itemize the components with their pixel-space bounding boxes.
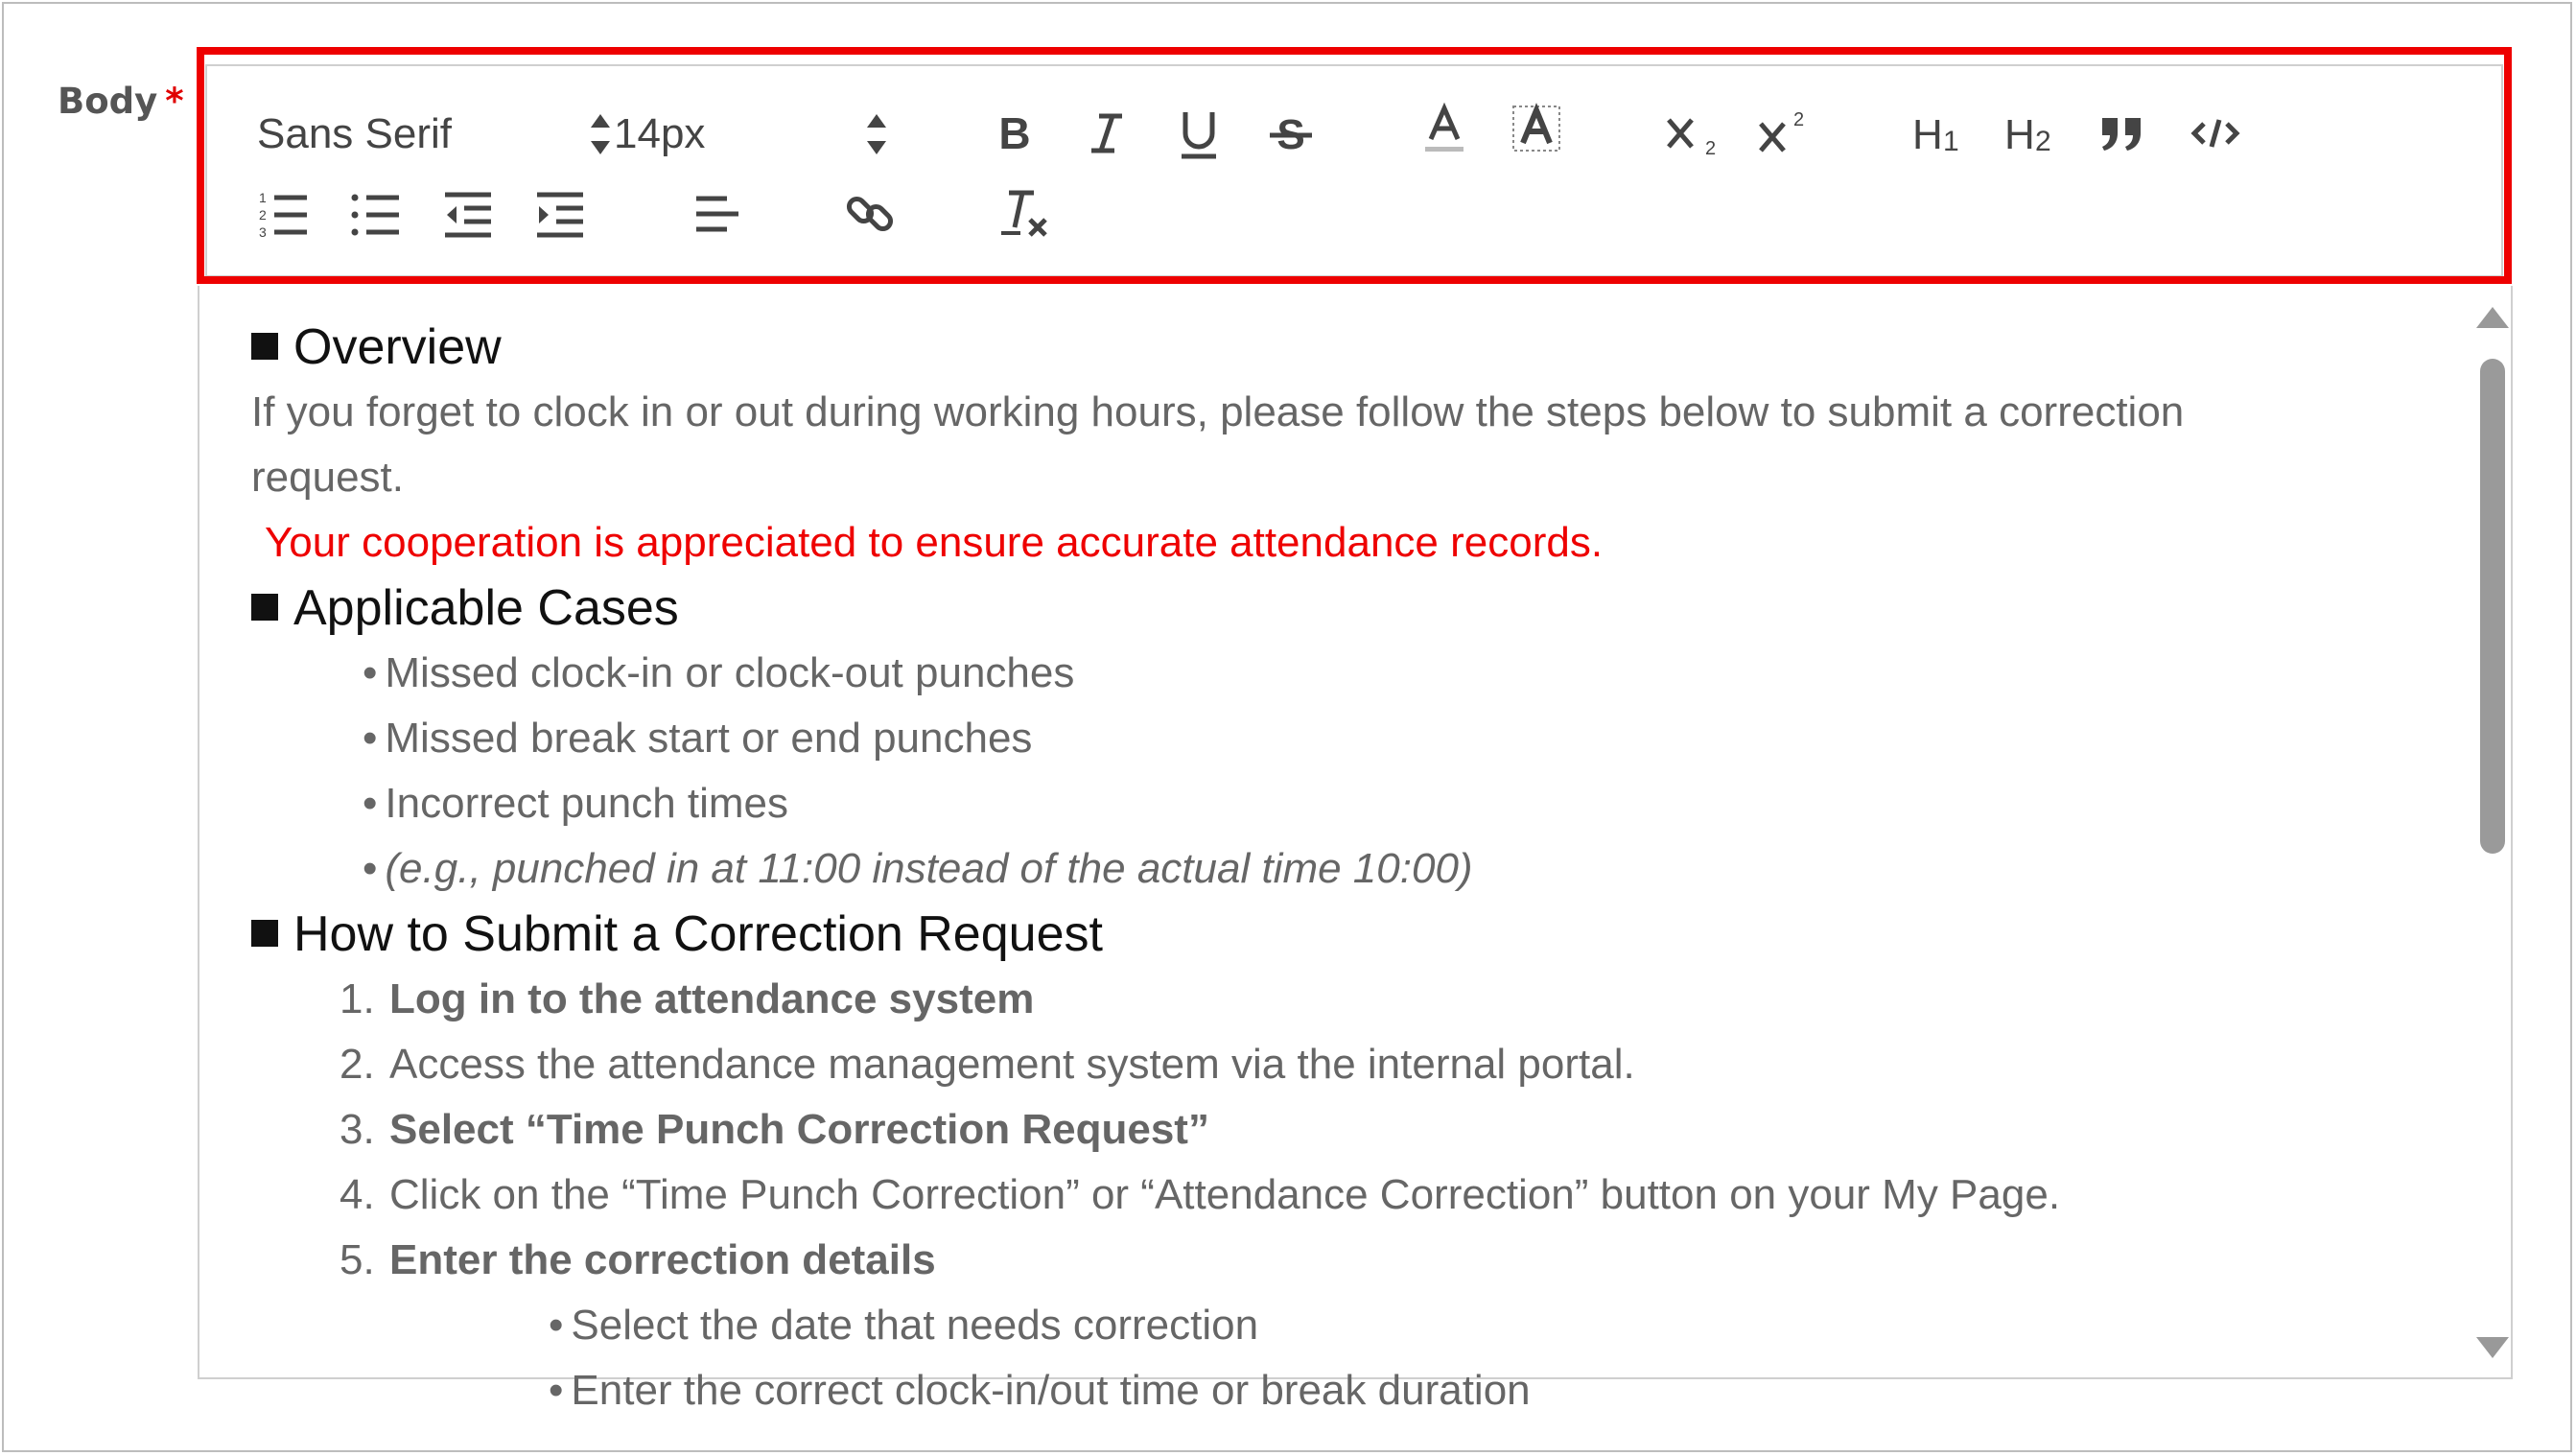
- heading-applicable-cases: Applicable Cases: [251, 575, 2457, 641]
- svg-text:1: 1: [1943, 126, 1959, 157]
- overview-paragraph-line2: request.: [251, 454, 404, 501]
- list-item: • Missed break start or end punches: [363, 715, 1033, 762]
- font-size-value: 14px: [614, 110, 706, 157]
- heading-how-to-submit: How to Submit a Correction Request: [251, 902, 2457, 967]
- svg-text:1: 1: [259, 190, 267, 205]
- numbered-item: 2. Access the attendance management system via the internal portal.: [340, 1041, 1635, 1088]
- list-item: • (e.g., punched in at 11:00 instead of the actual time 10:00): [363, 845, 1473, 892]
- list-item: • Incorrect punch times: [363, 780, 789, 827]
- editor-content[interactable]: [251, 315, 2457, 1423]
- overview-note: Your cooperation is appreciated to ensure accurate attendance records.: [265, 519, 1604, 566]
- square-bullet-icon: [251, 594, 278, 621]
- heading-overview: Overview: [251, 315, 2457, 380]
- body-label-text: Body: [58, 81, 158, 122]
- required-asterisk: *: [165, 81, 184, 122]
- toolbar-highlight-box: [197, 47, 2512, 284]
- editor-content-area[interactable]: [198, 286, 2513, 1414]
- svg-text:2: 2: [1793, 109, 1805, 130]
- body-field-label: [58, 81, 184, 122]
- svg-text:2: 2: [2035, 126, 2051, 157]
- square-bullet-icon: [251, 920, 278, 947]
- scrollbar-thumb[interactable]: [2480, 359, 2505, 854]
- svg-text:S: S: [1276, 111, 1305, 158]
- numbered-item: 3. Select “Time Punch Correction Request”: [340, 1106, 1209, 1153]
- overview-paragraph-line1: If you forget to clock in or out during working hours, please follow the steps below to submit a correction: [251, 388, 2185, 435]
- sub-list-item: • Select the date that needs correction: [549, 1302, 1259, 1349]
- numbered-item: 1. Log in to the attendance system: [340, 975, 1035, 1022]
- scroll-up-arrow-icon[interactable]: [2476, 307, 2509, 328]
- numbered-item: 4. Click on the “Time Punch Correction” or “Attendance Correction” button on your My Page.: [340, 1171, 2061, 1218]
- scroll-down-arrow-icon[interactable]: [2476, 1337, 2509, 1358]
- numbered-item: 5. Enter the correction details: [340, 1236, 936, 1283]
- svg-text:H: H: [2004, 111, 2035, 158]
- svg-text:2: 2: [259, 207, 267, 223]
- sub-list-item: • Enter the correct clock-in/out time or break duration: [549, 1367, 1531, 1414]
- font-family-value: Sans Serif: [257, 110, 452, 157]
- svg-text:H: H: [1912, 111, 1943, 158]
- square-bullet-icon: [251, 333, 278, 360]
- svg-text:3: 3: [259, 224, 267, 240]
- list-item: • Missed clock-in or clock-out punches: [363, 649, 1075, 696]
- svg-text:2: 2: [1705, 138, 1717, 159]
- vertical-scrollbar[interactable]: [2472, 286, 2511, 1379]
- svg-text:B: B: [998, 108, 1031, 158]
